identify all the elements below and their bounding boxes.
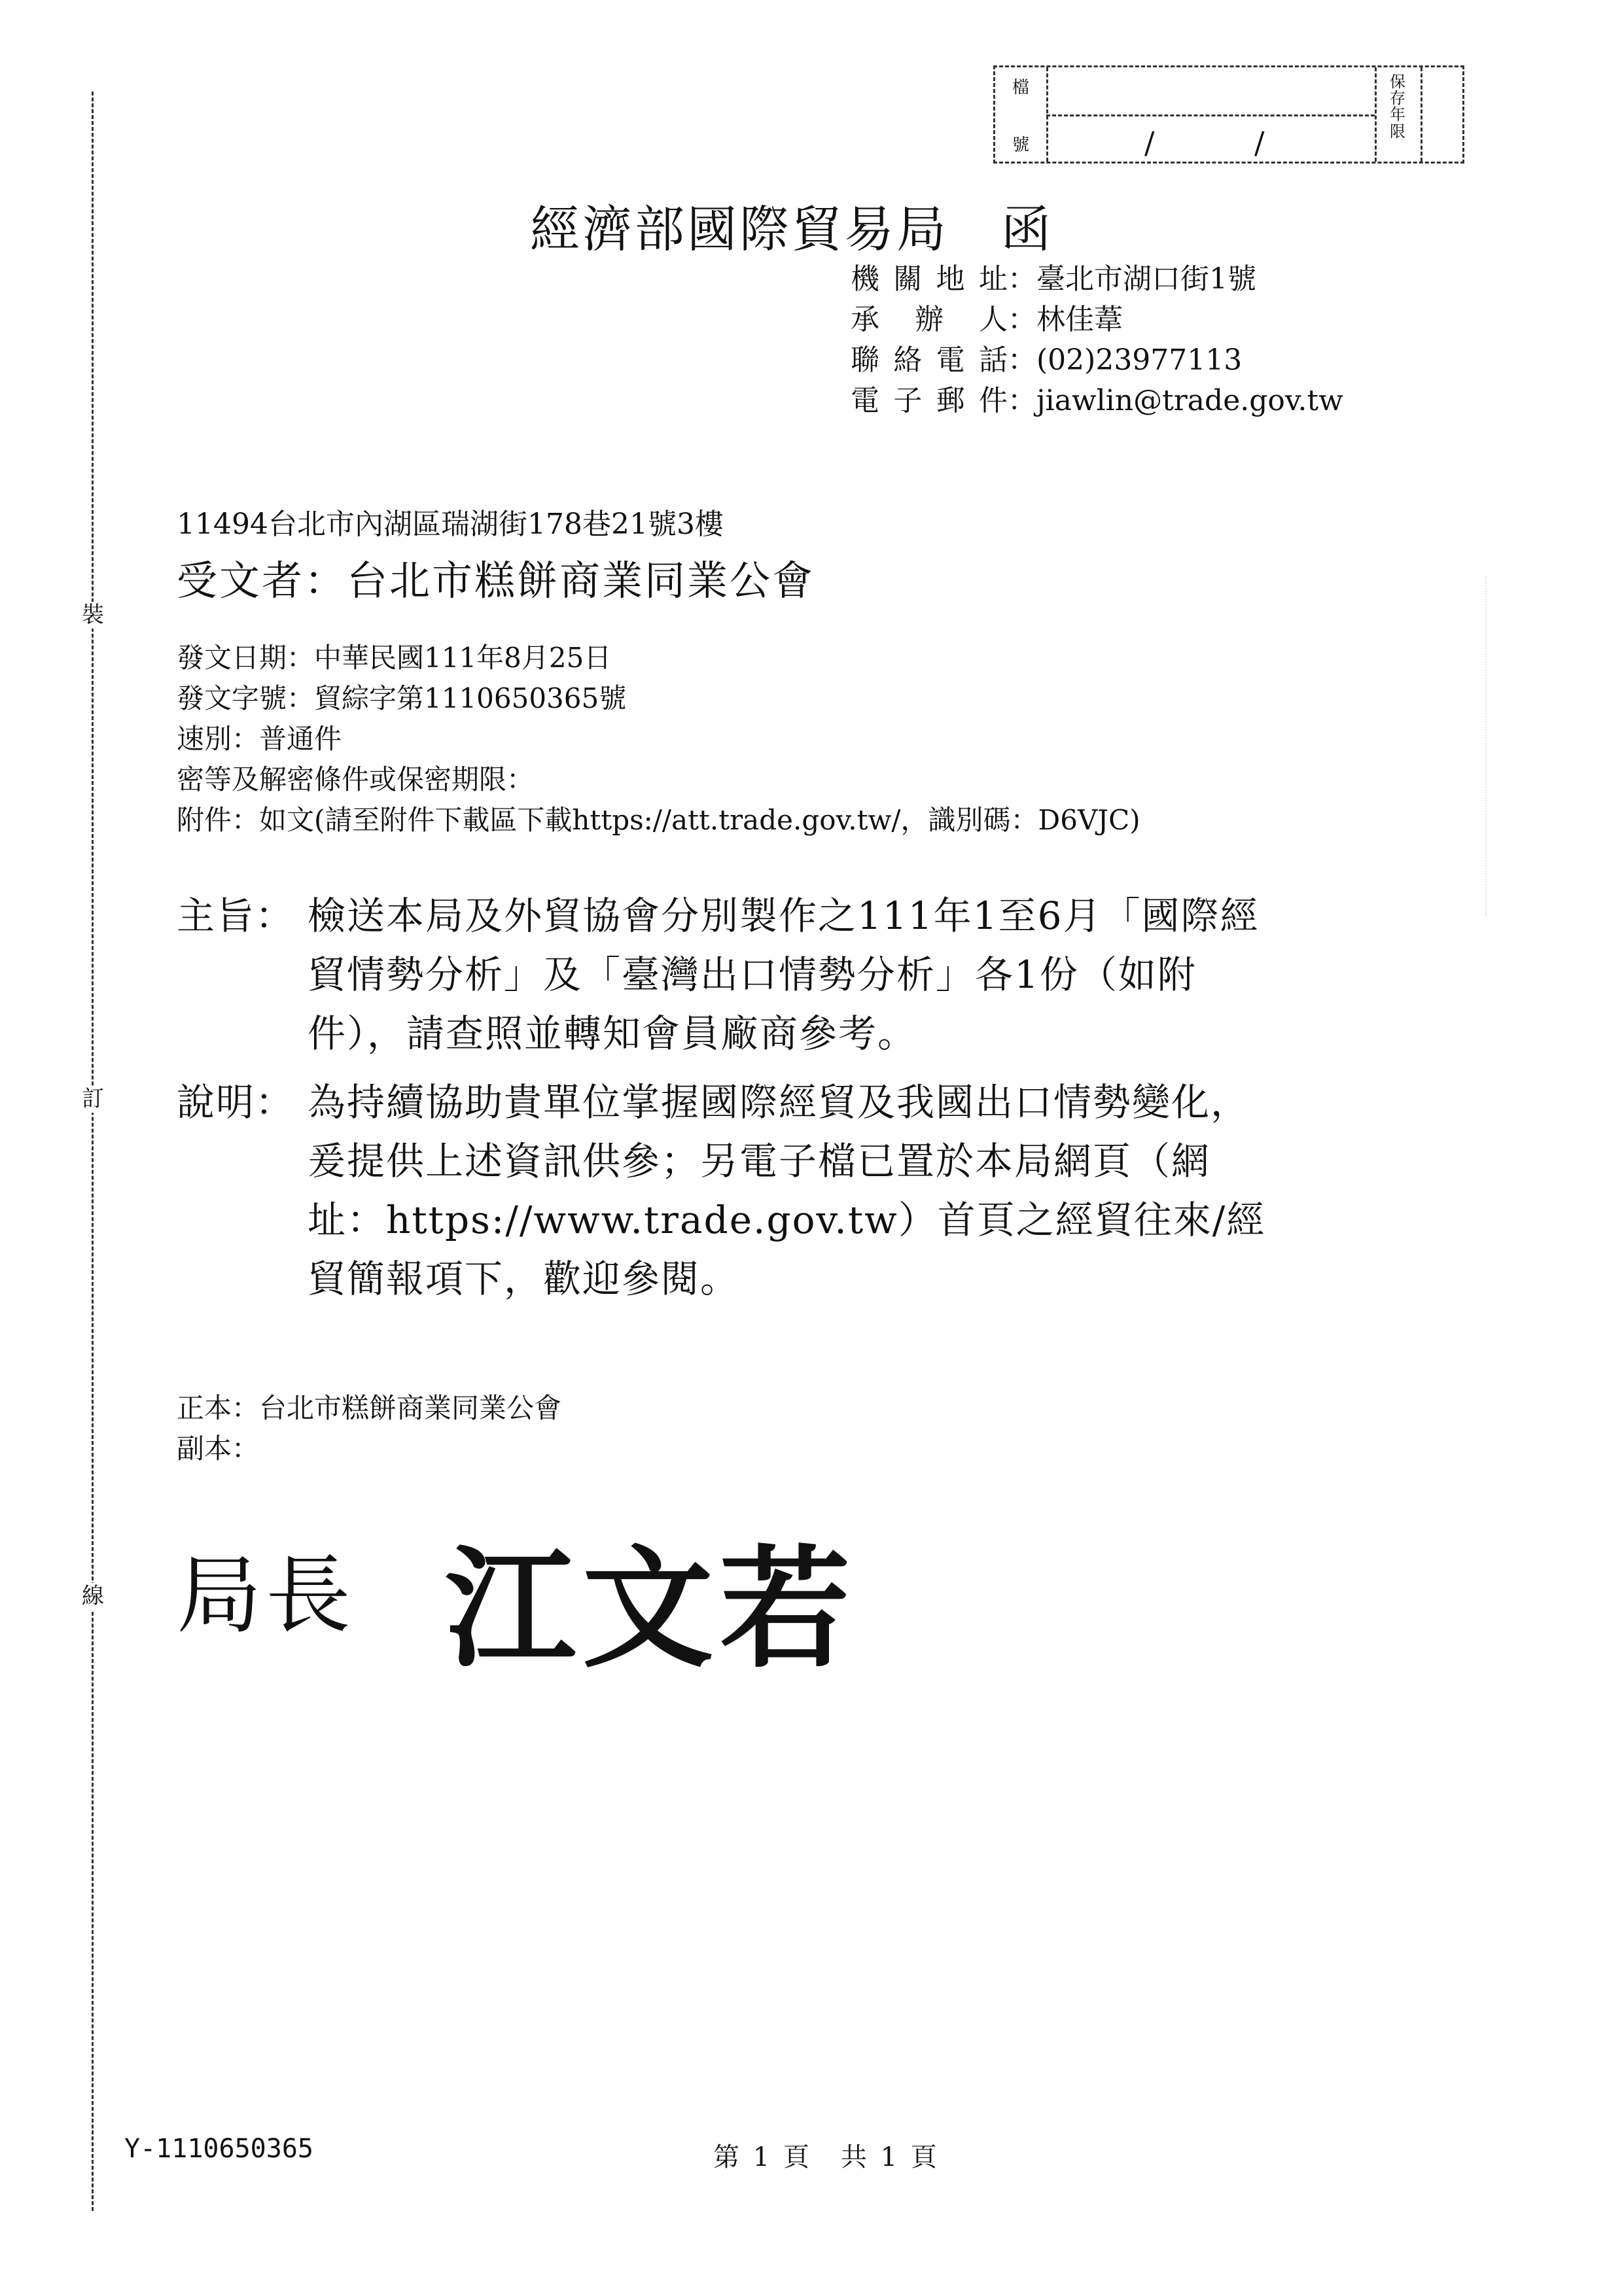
file-label-bottom: 號 xyxy=(1012,135,1030,155)
confidentiality: 密等及解密條件或保密期限： xyxy=(177,763,535,795)
subject-head: 主旨： xyxy=(177,894,295,938)
explanation-body: 為持續協助貴單位掌握國際經貿及我國出口情勢變化， 爰提供上述資訊供參；另電子檔已置於本局網頁（網 址：https://www.trade.gov.tw）首頁之經貿往來/經 貿簡報項下，歡迎參閱。 xyxy=(308,1080,1266,1301)
document-meta xyxy=(177,638,1140,841)
binding-mark-xian: 線 xyxy=(80,1583,106,1610)
explanation-section xyxy=(177,1073,1597,1308)
subject-section xyxy=(177,886,1597,1063)
signer-signature: 江文若 xyxy=(445,1533,858,1686)
signer-title: 局長 xyxy=(177,1546,355,1645)
file-slash-2: / xyxy=(1254,125,1265,160)
file-slash-1: / xyxy=(1144,125,1155,160)
recipient: 受文者：台北市糕餅商業同業公會 xyxy=(177,557,815,604)
explanation-head: 說明： xyxy=(177,1080,295,1124)
sender-info xyxy=(851,259,1343,421)
file-number-box xyxy=(993,65,1464,164)
subject-body: 檢送本局及外貿協會分別製作之111年1至6月「國際經 貿情勢分析」及「臺灣出口情勢分析」各1份（如附 件），請查照並轉知會員廠商參考。 xyxy=(308,894,1260,1056)
document-number: 發文字號：貿綜字第1110650365號 xyxy=(177,682,627,714)
binding-line xyxy=(92,92,94,2211)
scan-artifact xyxy=(1485,576,1539,916)
priority: 速別：普通件 xyxy=(177,723,342,755)
duplicate-copy: 副本： xyxy=(177,1433,260,1465)
issue-date: 發文日期：中華民國111年8月25日 xyxy=(177,642,612,674)
recipient-address: 11494台北市內湖區瑞湖街178巷21號3樓 xyxy=(177,508,724,541)
document-title: 經濟部國際貿易局 函 xyxy=(530,200,1053,258)
sender-officer-row: 承辦人：林佳葦 xyxy=(851,303,1123,336)
sender-email-row: 電子郵件：jiawlin@trade.gov.tw xyxy=(851,384,1343,417)
copies xyxy=(177,1388,561,1469)
sender-address-row: 機關地址：臺北市湖口街1號 xyxy=(851,262,1256,296)
footer-doc-id: Y-1110650365 xyxy=(124,2134,313,2164)
file-label-top: 檔 xyxy=(1012,78,1030,97)
attachment: 附件：如文(請至附件下載區下載https://att.trade.gov.tw/，識別碼：D6VJC) xyxy=(177,804,1140,836)
sender-phone-row: 聯絡電話：(02)23977113 xyxy=(851,343,1243,377)
original-copy: 正本：台北市糕餅商業同業公會 xyxy=(177,1392,562,1424)
retention-label: 保存年限 xyxy=(1390,73,1405,141)
binding-mark-zhuang: 裝 xyxy=(80,602,106,629)
binding-mark-ding: 訂 xyxy=(80,1086,106,1113)
footer-page-number: 第 1 頁 共 1 頁 xyxy=(713,2142,940,2172)
